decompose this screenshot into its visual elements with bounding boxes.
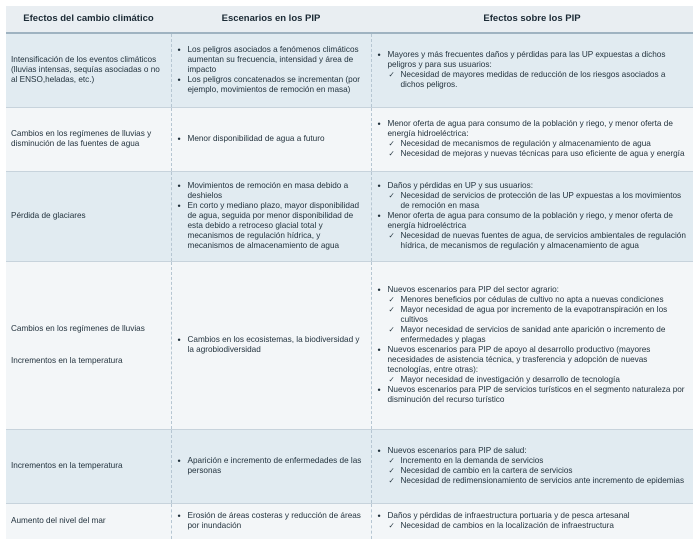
efecto-cell: Intensificación de los eventos climáticos (lluvias intensas, sequías asociadas o no al ENSO,heladas, etc.): [6, 33, 171, 107]
climate-effects-table-container: [6, 6, 693, 546]
escenarios-list: [177, 511, 366, 531]
escenarios-list: [177, 335, 366, 355]
efectos-pip-cell: [371, 503, 693, 539]
efecto-cell: Pérdida de glaciares: [6, 171, 171, 261]
escenarios-cell: [171, 261, 371, 429]
list-item: ✓ Mayor necesidad de investigación y desarrollo de tecnología: [377, 375, 689, 385]
efectos-pip-list: [377, 511, 689, 531]
list-item: ✓ Necesidad de servicios de protección de las UP expuestas a los movimientos de remoción en masa: [377, 191, 689, 211]
list-item: • Daños y pérdidas en UP y sus usuarios:: [377, 181, 689, 191]
efectos-pip-list: [377, 119, 689, 159]
table-row: [6, 107, 693, 171]
list-item: • Nuevos escenarios para PIP de servicios turísticos en el segmento naturaleza por disminución del recurso turístico: [377, 385, 689, 405]
list-item: • Mayores y más frecuentes daños y pérdidas para las UP expuestas a dichos peligros y para sus usuarios:: [377, 50, 689, 70]
header-efectos-pip: Efectos sobre los PIP: [371, 6, 693, 33]
table-row: [6, 33, 693, 107]
efectos-pip-list: [377, 285, 689, 405]
list-item: ✓ Necesidad de cambios en la localización de infraestructura: [377, 521, 689, 531]
header-escenarios-pip: Escenarios en los PIP: [171, 6, 371, 33]
escenarios-list: [177, 181, 366, 251]
list-item: • En corto y mediano plazo, mayor disponibilidad de agua, seguida por menor disponibilidad de esta debido a retroceso glacial total y mecanismos de regulación hídrica, y mecanismos de almacenamiento de agua: [177, 201, 366, 251]
list-item: • Nuevos escenarios para PIP de salud:: [377, 446, 689, 456]
escenarios-list: [177, 45, 366, 95]
efectos-pip-cell: [371, 429, 693, 503]
list-item: • Erosión de áreas costeras y reducción de áreas por inundación: [177, 511, 366, 531]
list-item: • Los peligros concatenados se incrementan (por ejemplo, movimientos de remoción en masa): [177, 75, 366, 95]
list-item: ✓ Mayor necesidad de servicios de sanidad ante aparición o incremento de enfermedades y plagas: [377, 325, 689, 345]
list-item: ✓ Incremento en la demanda de servicios: [377, 456, 689, 466]
efectos-pip-cell: [371, 33, 693, 107]
efectos-pip-cell: [371, 171, 693, 261]
list-item: ✓ Necesidad de cambio en la cartera de servicios: [377, 466, 689, 476]
escenarios-list: [177, 134, 366, 144]
climate-effects-table: [6, 6, 693, 539]
list-item: ✓ Menores beneficios por cédulas de cultivo no apta a nuevas condiciones: [377, 295, 689, 305]
table-row: [6, 171, 693, 261]
efecto-line: Cambios en los regímenes de lluvias: [11, 324, 145, 333]
list-item: • Nuevos escenarios para PIP de apoyo al desarrollo productivo (mayores necesidades de asistencia técnica, y trasferencia y adopción de nuevas tecnologías, entre otras):: [377, 345, 689, 375]
list-item: • Cambios en los ecosistemas, la biodiversidad y la agrobiodiversidad: [177, 335, 366, 355]
table-row: [6, 429, 693, 503]
list-item: ✓ Necesidad de redimensionamiento de servicios ante incremento de epidemias: [377, 476, 689, 486]
efecto-line: Incrementos en la temperatura: [11, 356, 123, 365]
list-item: • Menor oferta de agua para consumo de la población y riego, y menor oferta de energía hidroeléctrica:: [377, 119, 689, 139]
efecto-cell: Incrementos en la temperatura: [6, 429, 171, 503]
list-item: • Movimientos de remoción en masa debido a deshielos: [177, 181, 366, 201]
table-row: [6, 261, 693, 429]
efecto-cell: [6, 261, 171, 429]
list-item: • Nuevos escenarios para PIP del sector agrario:: [377, 285, 689, 295]
list-item: ✓ Necesidad de mejoras y nuevas técnicas para uso eficiente de agua y energía: [377, 149, 689, 159]
table-header-row: [6, 6, 693, 33]
list-item: • Daños y pérdidas de infraestructura portuaria y de pesca artesanal: [377, 511, 689, 521]
list-item: • Menor oferta de agua para consumo de la población y riego, y menor oferta de energía hidroeléctrica: [377, 211, 689, 231]
table-row: [6, 503, 693, 539]
efecto-cell: Aumento del nivel del mar: [6, 503, 171, 539]
efectos-pip-cell: [371, 261, 693, 429]
escenarios-cell: [171, 171, 371, 261]
list-item: • Los peligros asociados a fenómenos climáticos aumentan su frecuencia, intensidad y área de impacto: [177, 45, 366, 75]
efectos-pip-list: [377, 181, 689, 251]
list-item: • Menor disponibilidad de agua a futuro: [177, 134, 366, 144]
header-efectos-cambio-climatico: Efectos del cambio climático: [6, 6, 171, 33]
efectos-pip-list: [377, 50, 689, 90]
efectos-pip-list: [377, 446, 689, 486]
escenarios-cell: [171, 107, 371, 171]
list-item: ✓ Necesidad de mayores medidas de reducción de los riesgos asociados a dichos peligros.: [377, 70, 689, 90]
escenarios-list: [177, 456, 366, 476]
escenarios-cell: [171, 503, 371, 539]
list-item: • Aparición e incremento de enfermedades de las personas: [177, 456, 366, 476]
escenarios-cell: [171, 33, 371, 107]
list-item: ✓ Necesidad de mecanismos de regulación y almacenamiento de agua: [377, 139, 689, 149]
list-item: ✓ Mayor necesidad de agua por incremento de la evapotranspiración en los cultivos: [377, 305, 689, 325]
list-item: ✓ Necesidad de nuevas fuentes de agua, de servicios ambientales de regulación hídrica, de mecanismos de regulación y almacenamiento de agua: [377, 231, 689, 251]
efectos-pip-cell: [371, 107, 693, 171]
efecto-cell: Cambios en los regímenes de lluvias y disminución de las fuentes de agua: [6, 107, 171, 171]
escenarios-cell: [171, 429, 371, 503]
